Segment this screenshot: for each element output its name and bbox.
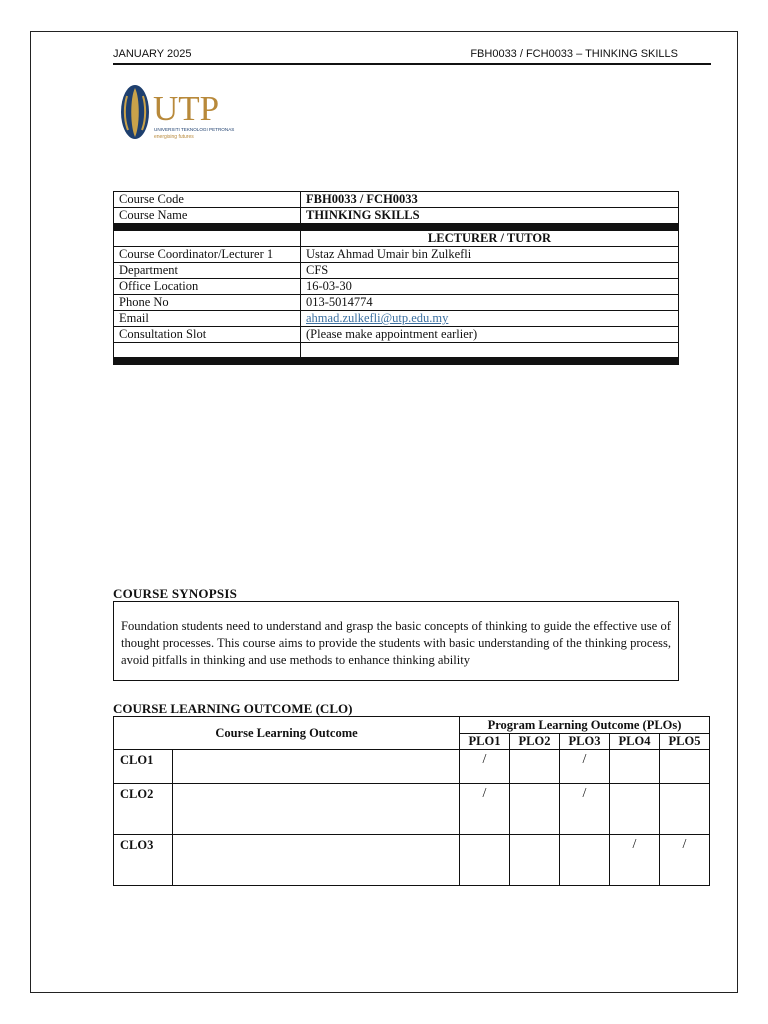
info-row bbox=[114, 295, 679, 311]
info-value: 013-5014774 bbox=[301, 295, 679, 311]
clo-header-row bbox=[114, 717, 710, 734]
plo-heading: Program Learning Outcome (PLOs) bbox=[460, 717, 710, 734]
plo-mark: / bbox=[560, 784, 610, 835]
info-label: Course Coordinator/Lecturer 1 bbox=[114, 247, 301, 263]
header-rule bbox=[113, 63, 711, 65]
plo-header: PLO1 bbox=[460, 734, 510, 750]
header-date: JANUARY 2025 bbox=[113, 48, 192, 60]
clo-description bbox=[173, 784, 460, 835]
plo-mark bbox=[460, 835, 510, 886]
clo-id: CLO3 bbox=[114, 835, 173, 886]
info-value: CFS bbox=[301, 263, 679, 279]
plo-mark: / bbox=[610, 835, 660, 886]
info-value: (Please make appointment earlier) bbox=[301, 327, 679, 343]
divider-bar bbox=[114, 224, 679, 231]
plo-mark: / bbox=[460, 750, 510, 784]
info-label: Email bbox=[114, 311, 301, 327]
clo-row bbox=[114, 835, 710, 886]
info-row bbox=[114, 311, 679, 327]
course-name-value: THINKING SKILLS bbox=[301, 208, 679, 224]
clo-description bbox=[173, 750, 460, 784]
info-row bbox=[114, 263, 679, 279]
utp-emblem-icon bbox=[118, 84, 258, 142]
plo-mark: / bbox=[560, 750, 610, 784]
plo-mark bbox=[610, 750, 660, 784]
clo-row bbox=[114, 784, 710, 835]
email-link[interactable]: ahmad.zulkefli@utp.edu.my bbox=[306, 311, 449, 325]
header-course-ref: FBH0033 / FCH0033 – THINKING SKILLS bbox=[470, 48, 678, 60]
lecturer-heading: LECTURER / TUTOR bbox=[301, 231, 679, 247]
plo-mark bbox=[660, 784, 710, 835]
synopsis-box bbox=[113, 601, 679, 681]
info-value: Ustaz Ahmad Umair bin Zulkefli bbox=[301, 247, 679, 263]
course-code-row bbox=[114, 192, 679, 208]
info-row bbox=[114, 247, 679, 263]
info-row bbox=[114, 279, 679, 295]
course-name-row bbox=[114, 208, 679, 224]
clo-id: CLO1 bbox=[114, 750, 173, 784]
plo-mark bbox=[660, 750, 710, 784]
utp-logo bbox=[118, 84, 258, 142]
clo-title: COURSE LEARNING OUTCOME (CLO) bbox=[113, 701, 353, 716]
course-code-value: FBH0033 / FCH0033 bbox=[301, 192, 679, 208]
clo-table bbox=[113, 716, 710, 886]
empty-row bbox=[114, 343, 679, 358]
synopsis-title: COURSE SYNOPSIS bbox=[113, 586, 238, 601]
info-value: 16-03-30 bbox=[301, 279, 679, 295]
logo-subtitle: UNIVERSITI TEKNOLOGI PETRONAS bbox=[154, 127, 235, 132]
plo-mark bbox=[610, 784, 660, 835]
plo-mark: / bbox=[460, 784, 510, 835]
course-name-label: Course Name bbox=[114, 208, 301, 224]
plo-mark bbox=[510, 835, 560, 886]
info-label: Department bbox=[114, 263, 301, 279]
info-label: Office Location bbox=[114, 279, 301, 295]
synopsis-text: Foundation students need to understand and grasp the basic concepts of thinking to guide the effective use of thought processes. This course aims to provide the students with basic understanding of the thinking process, avoid pitfalls in thinking and use methods to enhance thinking ability bbox=[121, 619, 671, 667]
lecturer-heading-row bbox=[114, 231, 679, 247]
plo-header: PLO2 bbox=[510, 734, 560, 750]
plo-header: PLO3 bbox=[560, 734, 610, 750]
clo-col-heading: Course Learning Outcome bbox=[114, 717, 460, 750]
plo-header: PLO5 bbox=[660, 734, 710, 750]
course-info-table bbox=[113, 191, 679, 365]
email-cell bbox=[301, 311, 679, 327]
divider-bar bbox=[114, 358, 679, 365]
course-code-label: Course Code bbox=[114, 192, 301, 208]
logo-tagline: energising futures bbox=[154, 134, 194, 140]
plo-header: PLO4 bbox=[610, 734, 660, 750]
clo-id: CLO2 bbox=[114, 784, 173, 835]
logo-text: UTP bbox=[153, 89, 220, 128]
plo-mark bbox=[560, 835, 610, 886]
info-label: Phone No bbox=[114, 295, 301, 311]
plo-mark bbox=[510, 750, 560, 784]
clo-description bbox=[173, 835, 460, 886]
clo-row bbox=[114, 750, 710, 784]
plo-mark bbox=[510, 784, 560, 835]
info-row bbox=[114, 327, 679, 343]
plo-mark: / bbox=[660, 835, 710, 886]
info-label: Consultation Slot bbox=[114, 327, 301, 343]
